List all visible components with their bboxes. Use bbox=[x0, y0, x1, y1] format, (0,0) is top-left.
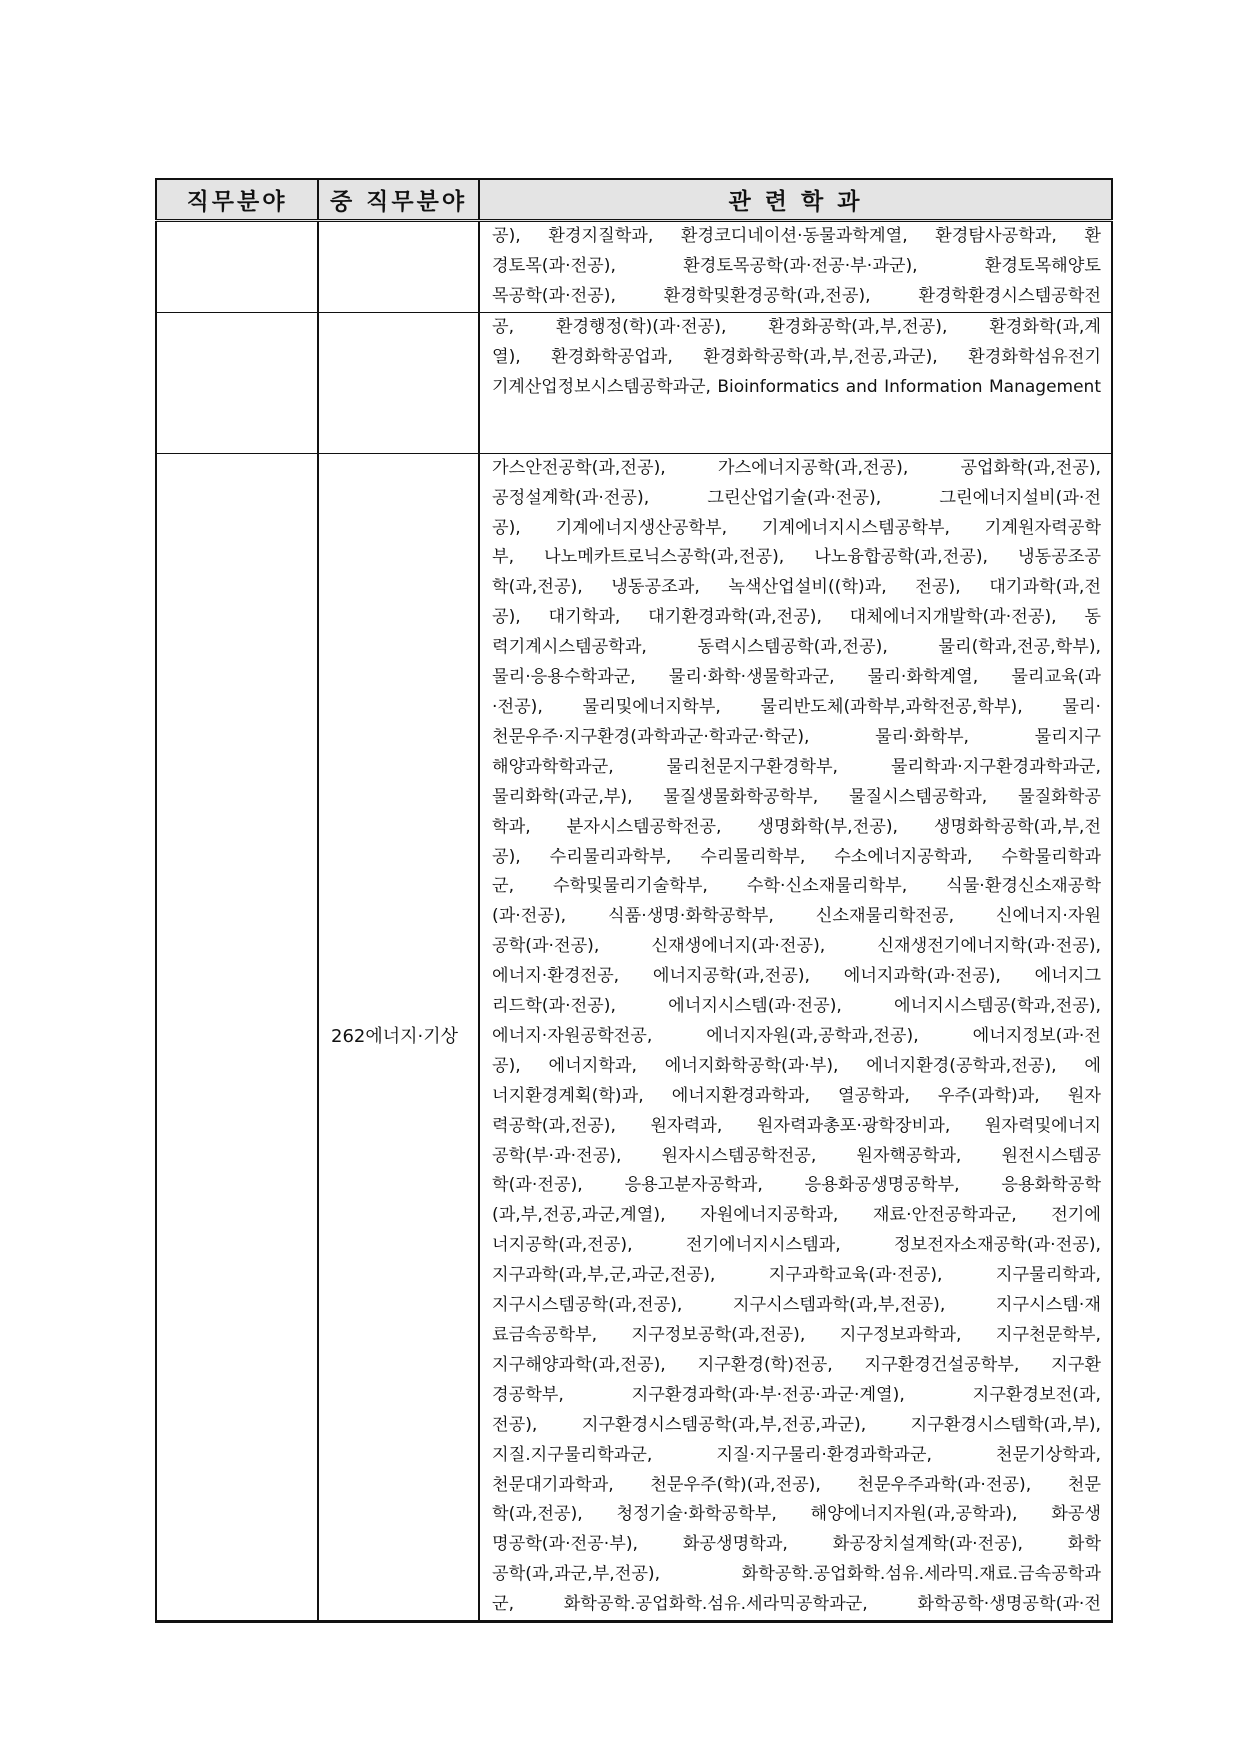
job-field-cell bbox=[156, 221, 318, 313]
department-text-line: 력공학(과,전공), 원자력과, 원자력과총포·광학장비과, 원자력및에너지 bbox=[492, 1115, 1101, 1136]
department-text-line: 학(과,전공), 청정기술·화학공학부, 해양에너지자원(과,공학과), 화공생 bbox=[492, 1504, 1101, 1525]
department-text-line: 학과, 분자시스템공학전공, 생명화학(부,전공), 생명화학공학(과,부,전 bbox=[492, 816, 1101, 837]
department-text-line: 공), 기계에너지생산공학부, 기계에너지시스템공학부, 기계원자력공학 bbox=[492, 517, 1101, 538]
table-row bbox=[156, 221, 1112, 313]
department-text-line: 지질.지구물리학과군, 지질·지구물리·환경과학과군, 천문기상학과, bbox=[492, 1444, 1101, 1465]
job-field-cell bbox=[156, 312, 318, 453]
department-text-line: 천문우주·지구환경(과학과군·학과군·학군), 물리·화학부, 물리지구 bbox=[492, 726, 1101, 747]
department-text-line: 경공학부, 지구환경과학(과·부·전공·과군·계열), 지구환경보전(과, bbox=[492, 1384, 1101, 1405]
department-text-line: 학(과·전공), 응용고분자공학과, 응용화공생명공학부, 응용화학공학 bbox=[492, 1175, 1101, 1196]
job-field-cell bbox=[156, 453, 318, 1621]
department-text-line: 지구해양과학(과,전공), 지구환경(학)전공, 지구환경건설공학부, 지구환 bbox=[492, 1354, 1101, 1375]
department-text-line: 군, 화학공학.공업화학.섬유.세라믹공학과군, 화학공학·생명공학(과·전 bbox=[492, 1594, 1101, 1615]
department-text-line: 공, 환경행정(학)(과·전공), 환경화공학(과,부,전공), 환경화학(과,계 bbox=[492, 316, 1101, 337]
department-text-line: 공), 환경지질학과, 환경코디네이션·동물과학계열, 환경탐사공학과, 환 bbox=[492, 226, 1101, 246]
department-text-line: 에너지·자원공학전공, 에너지자원(과,공학과,전공), 에너지정보(과·전 bbox=[492, 1025, 1101, 1046]
department-text-line: 공), 수리물리과학부, 수리물리학부, 수소에너지공학과, 수학물리학과 bbox=[492, 846, 1101, 867]
department-text-line: (과·전공), 식품·생명·화학공학부, 신소재물리학전공, 신에너지·자원 bbox=[492, 906, 1101, 927]
department-text-line: 에너지·환경전공, 에너지공학(과,전공), 에너지과학(과·전공), 에너지그 bbox=[492, 966, 1101, 987]
table-row bbox=[156, 453, 1112, 1621]
department-text-line: 공정설계학(과·전공), 그린산업기술(과·전공), 그린에너지설비(과·전 bbox=[492, 487, 1101, 508]
sub-job-field-cell bbox=[318, 221, 479, 313]
department-text-line: 열), 환경화학공업과, 환경화학공학(과,부,전공,과군), 환경화학섬유전기 bbox=[492, 346, 1101, 367]
department-text-line: 군, 수학및물리기술학부, 수학·신소재물리학부, 식물·환경신소재공학 bbox=[492, 876, 1101, 897]
department-text-line: 천문대기과학과, 천문우주(학)(과,전공), 천문우주과학(과·전공), 천문 bbox=[492, 1474, 1101, 1495]
department-text-line: 공학(과,과군,부,전공), 화학공학.공업화학.섬유.세라믹.재료.금속공학과 bbox=[492, 1564, 1101, 1585]
related-departments-cell bbox=[479, 312, 1112, 453]
sub-job-field-cell: 262에너지·기상 bbox=[318, 453, 479, 1621]
department-text-line: 학(과,전공), 냉동공조과, 녹색산업설비((학)과, 전공), 대기과학(과,전 bbox=[492, 577, 1101, 598]
department-text-line: 료금속공학부, 지구정보공학(과,전공), 지구정보과학과, 지구천문학부, bbox=[492, 1325, 1101, 1345]
header-sub-job-field: 중 직무분야 bbox=[318, 179, 479, 221]
department-text-line: 명공학(과·전공·부), 화공생명학과, 화공장치설계학(과·전공), 화학 bbox=[492, 1534, 1101, 1555]
department-text-line: 너지공학(과,전공), 전기에너지시스템과, 정보전자소재공학(과·전공), bbox=[492, 1235, 1101, 1256]
sub-job-field-cell bbox=[318, 312, 479, 453]
department-text-line: 물리화학(과군,부), 물질생물화학공학부, 물질시스템공학과, 물질화학공 bbox=[492, 786, 1101, 807]
department-text-line: 공), 대기학과, 대기환경과학(과,전공), 대체에너지개발학(과·전공), 동 bbox=[492, 607, 1101, 628]
table-row bbox=[156, 312, 1112, 453]
department-text-line: ·전공), 물리및에너지학부, 물리반도체(과학부,과학전공,학부), 물리· bbox=[492, 696, 1101, 717]
department-text-line: 목공학(과·전공), 환경학및환경공학(과,전공), 환경학환경시스템공학전 bbox=[492, 285, 1101, 306]
department-text-line: 공), 에너지학과, 에너지화학공학(과·부), 에너지환경(공학과,전공), 에 bbox=[492, 1055, 1101, 1076]
department-text-line: 해양과학학과군, 물리천문지구환경학부, 물리학과·지구환경과학과군, bbox=[492, 756, 1101, 777]
table-header-row bbox=[156, 179, 1112, 221]
related-departments-cell bbox=[479, 221, 1112, 313]
department-text-line: 공학(과·전공), 신재생에너지(과·전공), 신재생전기에너지학(과·전공), bbox=[492, 936, 1101, 957]
table-body bbox=[156, 221, 1112, 1622]
department-text-line: 가스안전공학(과,전공), 가스에너지공학(과,전공), 공업화학(과,전공), bbox=[492, 457, 1101, 478]
department-text-line: 부, 나노메카트로닉스공학(과,전공), 나노융합공학(과,전공), 냉동공조공 bbox=[492, 547, 1101, 568]
header-related-departments: 관 련 학 과 bbox=[479, 179, 1112, 221]
department-text-line: 공학(부·과·전공), 원자시스템공학전공, 원자핵공학과, 원전시스템공 bbox=[492, 1145, 1101, 1166]
department-text-line: (과,부,전공,과군,계열), 자원에너지공학과, 재료·안전공학과군, 전기에 bbox=[492, 1205, 1101, 1226]
department-text-line: 기계산업정보시스템공학과군, Bioinformatics and Information Management bbox=[492, 376, 1101, 397]
department-text-line: 물리·응용수학과군, 물리·화학·생물학과군, 물리·화학계열, 물리교육(과 bbox=[492, 667, 1101, 688]
department-text-line: 리드학(과·전공), 에너지시스템(과·전공), 에너지시스템공(학과,전공), bbox=[492, 996, 1101, 1017]
department-text-line: 지구과학(과,부,군,과군,전공), 지구과학교육(과·전공), 지구물리학과, bbox=[492, 1265, 1101, 1286]
department-text-line: 력기계시스템공학과, 동력시스템공학(과,전공), 물리(학과,전공,학부), bbox=[492, 637, 1101, 658]
department-text-line: 경토목(과·전공), 환경토목공학(과·전공·부·과군), 환경토목해양토 bbox=[492, 255, 1101, 276]
department-text-line: 지구시스템공학(과,전공), 지구시스템과학(과,부,전공), 지구시스템·재 bbox=[492, 1295, 1101, 1316]
department-text-line: 전공), 지구환경시스템공학(과,부,전공,과군), 지구환경시스템학(과,부), bbox=[492, 1414, 1101, 1435]
department-text-line: 너지환경계획(학)과, 에너지환경과학과, 열공학과, 우주(과학)과, 원자 bbox=[492, 1085, 1101, 1106]
related-departments-cell bbox=[479, 453, 1112, 1621]
header-job-field: 직무분야 bbox=[156, 179, 318, 221]
department-table bbox=[155, 178, 1113, 1623]
